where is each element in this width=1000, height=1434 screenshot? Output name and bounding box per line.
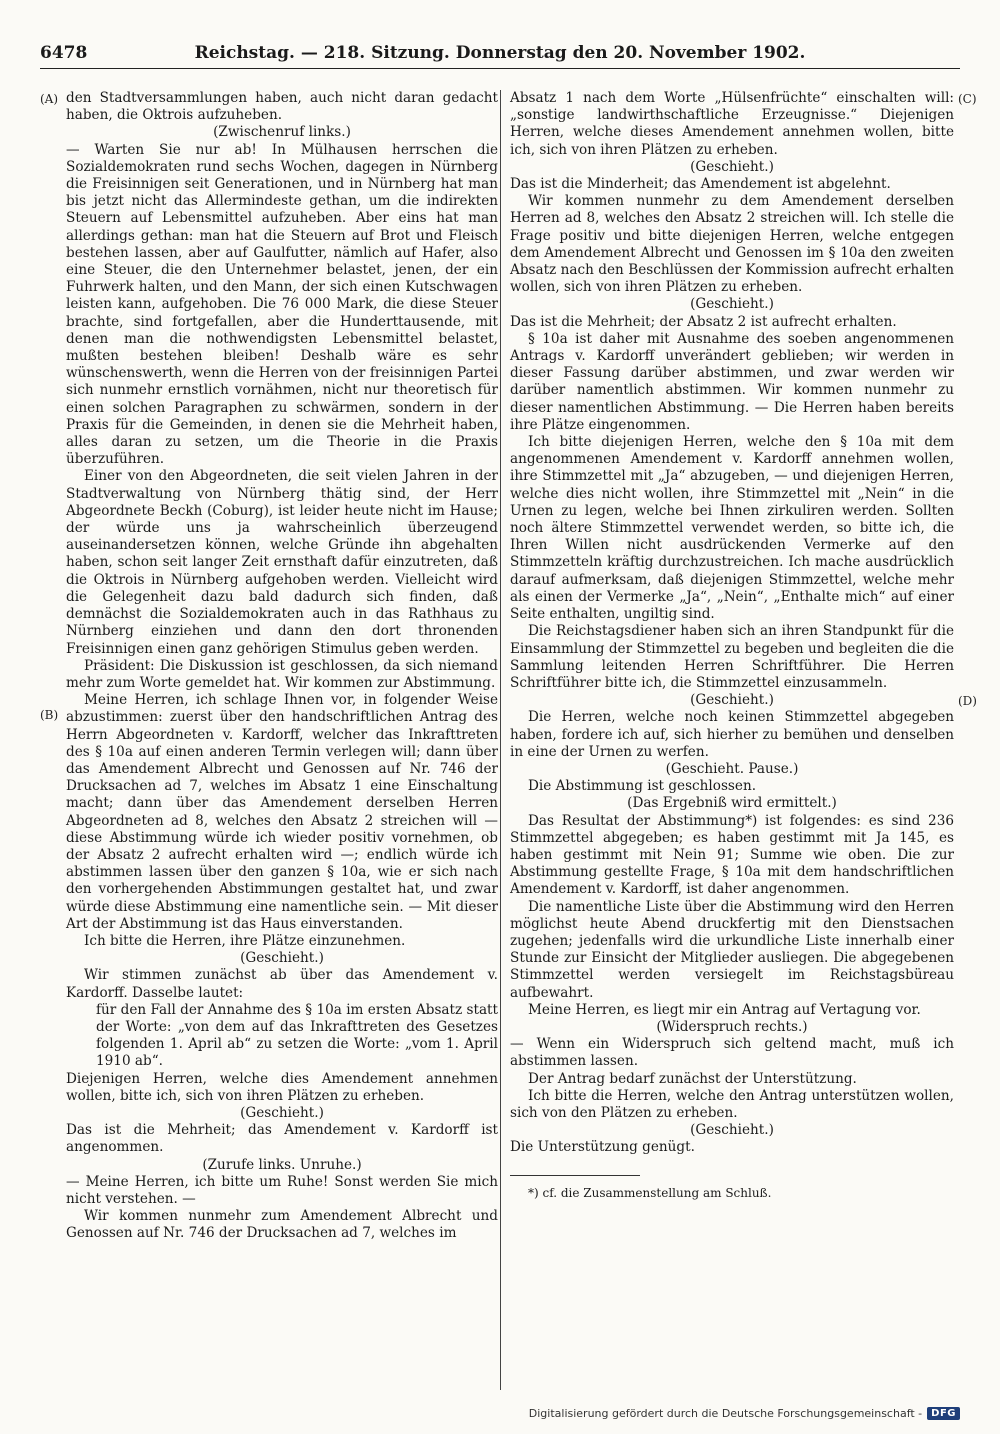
footnote-rule	[510, 1175, 640, 1176]
stage-direction: (Geschieht.)	[240, 950, 324, 967]
column-divider	[500, 90, 501, 1390]
paragraph: Meine Herren, es liegt mir ein Antrag auf Vertagung vor.	[528, 1001, 921, 1018]
margin-mark-d: (D)	[958, 694, 977, 708]
paragraph: Einer von den Abgeordneten, die seit vielen Jahren in der Stadtverwaltung von Nürnberg thätig sind, der Herr Abgeordnete Beckh (Coburg), ist leider heute nicht im Hause; der würde uns ja wahrscheinlich überzeugend auseinandersetzen können, welche Gründe ihn abgehalten haben, schon seit langer Zeit ernsthaft dafür einzutreten, daß die Oktrois in Nürnberg aufgehoben werden. Vielleicht wird die Gelegenheit dazu bald dadurch sich finden, daß demnächst die Sozialdemokraten auch in das Rathhaus zu Nürnberg einziehen und dann den dort thronenden Freisinnigen einen ganz gehörigen Stimulus geben werden.	[66, 468, 498, 657]
paragraph: den Stadtversammlungen haben, auch nicht daran gedacht haben, die Oktrois aufzuheben.	[66, 90, 498, 124]
paragraph: Die Abstimmung ist geschlossen.	[528, 778, 757, 795]
paragraph: Wir kommen nunmehr zu dem Amendement derselben Herren ad 8, welches den Absatz 2 streichen will. Ich stelle die Frage positiv und bitte diejenigen Herren, welche entgegen dem Amendement Albrecht und Genossen im § 10a den zweiten Absatz nach den Beschlüssen der Kommission aufrecht erhalten wollen, sich von ihren Plätzen zu erheben.	[510, 193, 954, 296]
stage-direction: (Geschieht.)	[690, 296, 774, 313]
stage-direction: (Das Ergebniß wird ermittelt.)	[627, 795, 837, 812]
stage-direction: (Geschieht.)	[690, 1122, 774, 1139]
paragraph: Die namentliche Liste über die Abstimmung wird den Herren möglichst heute Abend druckfertig mit den Dienstsachen zugehen; jedenfalls wird die urkundliche Liste innerhalb einer Stunde zur Einsicht der Mitglieder ausliegen. Die abgegebenen Stimmzettel werden versiegelt im Reichstagsbüreau aufbewahrt.	[510, 898, 954, 1001]
footnote: *) cf. die Zusammenstellung am Schluß.	[528, 1185, 772, 1200]
paragraph: für den Fall der Annahme des § 10a im ersten Absatz statt der Worte: „von dem auf das Inkrafttreten des Gesetzes folgenden 1. April ab“ zu setzen die Worte: „vom 1. April 1910 ab“.	[96, 1001, 498, 1070]
paragraph: Meine Herren, ich schlage Ihnen vor, in folgender Weise abzustimmen: zuerst über den handschriftlichen Antrag des Herrn Abgeordneten v. Kardorff, welcher das Inkrafttreten des § 10a auf einen anderen Termin verlegen will; dann über das Amendement Albrecht und Genossen auf Nr. 746 der Drucksachen ad 7, welches im Absatz 1 eine Einschaltung macht; dann über das Amendement derselben Herren Abgeordneten ad 8, welches den Absatz 2 streichen will — diese Abstimmung würde ich wieder positiv vornehmen, ob der Absatz 2 aufrecht erhalten wird —; endlich würde ich abstimmen lassen über den ganzen § 10a, wie er sich nach den vorhergehenden Abstimmungen gestaltet hat, und zwar würde diese Abstimmung eine namentliche sein. — Mit dieser Art der Abstimmung ist das Haus einverstanden.	[66, 692, 498, 932]
paragraph: — Meine Herren, ich bitte um Ruhe! Sonst werden Sie mich nicht verstehen. —	[66, 1173, 498, 1207]
page-title: Reichstag. — 218. Sitzung. Donnerstag den 20. November 1902.	[194, 43, 806, 63]
paragraph: Ich bitte diejenigen Herren, welche den § 10a mit dem angenommenen Amendement v. Kardorff annehmen wollen, ihre Stimmzettel mit „Ja“ abzugeben, — und diejenigen Herren, welche dies nicht wollen, ihre Stimmzettel mit „Nein“ in die Urnen zu legen, welche bei Ihnen zirkuliren werden. Sollten noch ältere Stimmzettel verwendet werden, so bitte ich, die Ihren Willen nicht ausdrückenden Vermerke auf den Stimmzetteln kräftig durchzustreichen. Ich mache ausdrücklich darauf aufmerksam, daß diejenigen Stimmzettel, welche mehr als einen der Vermerke „Ja“, „Nein“, „Enthalte mich“ auf einer Seite enthalten, ungiltig sind.	[510, 434, 954, 623]
paragraph: Der Antrag bedarf zunächst der Unterstützung.	[528, 1070, 857, 1087]
paragraph: Die Unterstützung genügt.	[510, 1139, 695, 1156]
paragraph: Das ist die Mehrheit; das Amendement v. Kardorff ist angenommen.	[66, 1122, 498, 1156]
right-column	[510, 90, 954, 1201]
stage-direction: (Geschieht.)	[690, 158, 774, 175]
footer-text: Digitalisierung gefördert durch die Deutsche Forschungsgemeinschaft -	[528, 1407, 923, 1420]
paragraph: Das Resultat der Abstimmung*) ist folgendes: es sind 236 Stimmzettel abgegeben; es haben gestimmt mit Ja 145, es haben gestimmt mit Nein 91; Summe wie oben. Die zur Abstimmung gestellte Frage, § 10a mit dem handschriftlichen Amendement v. Kardorff, ist daher angenommen.	[510, 812, 954, 898]
stage-direction: (Zwischenruf links.)	[213, 124, 351, 141]
paragraph: — Wenn ein Widerspruch sich geltend macht, muß ich abstimmen lassen.	[510, 1036, 954, 1070]
margin-mark-c: (C)	[958, 92, 977, 106]
paragraph: Die Herren, welche noch keinen Stimmzettel abgegeben haben, fordere ich auf, sich hierher zu bemühen und denselben in eine der Urnen zu werfen.	[510, 709, 954, 760]
stage-direction: (Geschieht.)	[690, 692, 774, 709]
paragraph: Wir stimmen zunächst ab über das Amendement v. Kardorff. Dasselbe lautet:	[66, 967, 498, 1001]
stage-direction: (Zurufe links. Unruhe.)	[202, 1156, 362, 1173]
page-header	[40, 38, 960, 69]
paragraph: Diejenigen Herren, welche dies Amendement annehmen wollen, bitte ich, sich von ihren Plätzen zu erheben.	[66, 1070, 498, 1104]
paragraph: Das ist die Minderheit; das Amendement ist abgelehnt.	[510, 176, 891, 193]
margin-mark-a: (A)	[40, 92, 59, 106]
paragraph: Absatz 1 nach dem Worte „Hülsenfrüchte“ einschalten will: „sonstige landwirthschaftliche Erzeugnisse.“ Diejenigen Herren, welche dieses Amendement annehmen wollen, bitte ich, sich von ihren Plätzen zu erheben.	[510, 90, 954, 158]
footer	[529, 1407, 960, 1420]
paragraph: Präsident: Die Diskussion ist geschlossen, da sich niemand mehr zum Worte gemeldet hat. Wir kommen zur Abstimmung.	[66, 657, 498, 691]
paragraph: § 10a ist daher mit Ausnahme des soeben angenommenen Antrags v. Kardorff unverändert geblieben; wir werden in dieser Fassung darüber abstimmen, und zwar werden wir darüber namentlich abstimmen. Wir kommen nunmehr zu dieser namentlichen Abstimmung. — Die Herren haben bereits ihre Plätze eingenommen.	[510, 330, 954, 433]
paragraph: Ich bitte die Herren, welche den Antrag unterstützen wollen, sich von den Plätzen zu erheben.	[510, 1087, 954, 1121]
stage-direction: (Widerspruch rechts.)	[656, 1018, 808, 1035]
paragraph: Die Reichstagsdiener haben sich an ihren Standpunkt für die Einsammlung der Stimmzettel zu begeben und begleiten die die Sammlung leitenden Herren Schriftführer. Die Herren Schriftführer bitte ich, die Stimmzettel einzusammeln.	[510, 623, 954, 691]
paragraph: Das ist die Mehrheit; der Absatz 2 ist aufrecht erhalten.	[510, 313, 897, 330]
stage-direction: (Geschieht.)	[240, 1104, 324, 1121]
paragraph: Wir kommen nunmehr zum Amendement Albrecht und Genossen auf Nr. 746 der Drucksachen ad 7, welches im	[66, 1208, 498, 1242]
page-number: 6478	[40, 43, 88, 63]
left-column	[66, 90, 498, 1243]
dfg-logo: DFG	[927, 1407, 960, 1420]
stage-direction: (Geschieht. Pause.)	[665, 760, 799, 777]
margin-mark-b: (B)	[40, 708, 59, 722]
paragraph: — Warten Sie nur ab! In Mülhausen herrschen die Sozialdemokraten rund sechs Wochen, dagegen in Nürnberg die Freisinnigen seit Generationen, und in Nürnberg hat man bis jetzt nicht das Allermindeste gethan, um die indirekten Steuern auf Lebensmittel aufzuheben. Aber eins hat man allerdings gethan: man hat die Steuern auf Brot und Fleisch bestehen lassen, aber auf Gaulfutter, nämlich auf Hafer, also eine Steuer, die den Unternehmer belastet, jenen, der ein Fuhrwerk halten, und den Mann, der sich einen Kutschwagen leisten kann, aufgehoben. Die 76 000 Mark, die diese Steuer brachte, sind fortgefallen, aber die Hunderttausende, mit denen man die nothwendigsten Lebensmittel belastet, mußten bestehen bleiben! Deshalb wäre es sehr wünschenswerth, wenn die Herren von der freisinnigen Partei sich nunmehr ernstlich vornähmen, nicht nur theoretisch für einen solchen Paragraphen zu schwärmen, sondern in der Praxis für die Gemeinden, in denen sie die Mehrheit haben, alles daran zu setzen, um die Theorie in die Praxis überzuführen.	[66, 141, 498, 468]
paragraph: Ich bitte die Herren, ihre Plätze einzunehmen.	[84, 932, 406, 949]
